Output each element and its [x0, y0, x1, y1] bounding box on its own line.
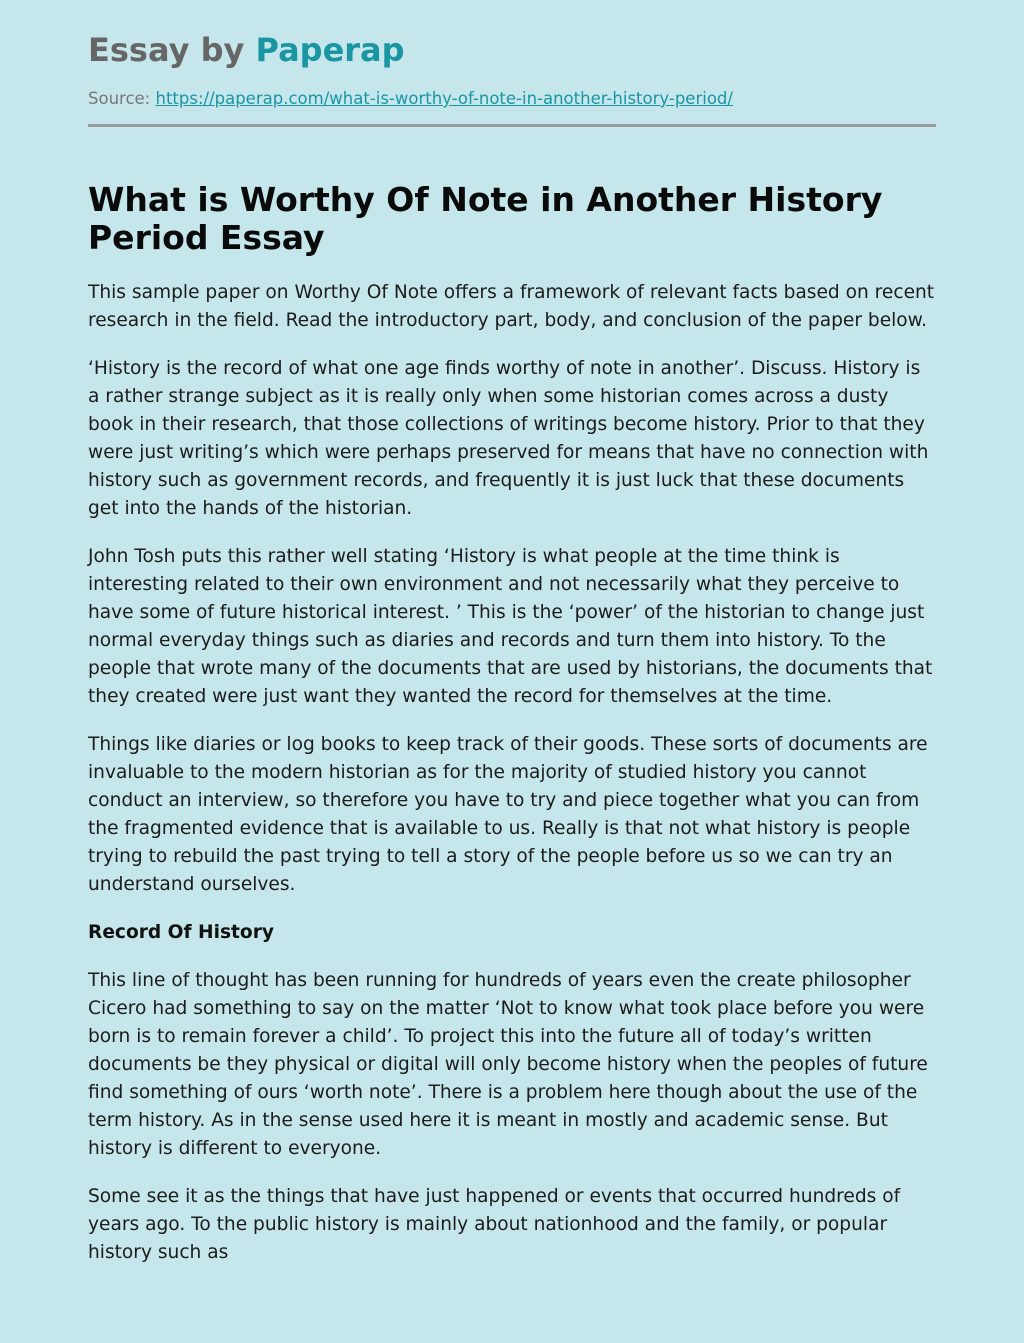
body-paragraph: Some see it as the things that have just happened or events that occurred hundreds of years ago. To the public history is mainly about nationhood and the family, or popular history such as: [88, 1186, 901, 1263]
intro-paragraph: This sample paper on Worthy Of Note offers a framework of relevant facts based on recent research in the field. Read the introductory part, body, and conclusion of the paper below.: [88, 282, 935, 331]
header-divider: [88, 124, 936, 127]
source-line: [88, 88, 733, 110]
body-paragraph: Things like diaries or log books to keep track of their goods. These sorts of documents are invaluable to the modern historian as for the majority of studied history you cannot conduct an interview, so therefore you have to try and piece together what you can from the fragmented evidence that is available to us. Really is that not what history is people trying to rebuild the past trying to tell a story of the people before us so we can try an understand ourselves.: [88, 734, 928, 895]
brand-name: Paperap: [255, 31, 405, 69]
body-paragraph: ‘History is the record of what one age finds worthy of note in another’. Discuss. History is a rather strange subject as it is really only when some historian comes across a dusty book in their research, that those collections of writings become history. Prior to that they were just writing’s which were perhaps preserved for means that have no connection with history such as government records, and frequently it is just luck that these documents get into the hands of the historian.: [88, 358, 929, 519]
site-brand[interactable]: [88, 30, 405, 70]
section-heading: Record Of History: [88, 922, 275, 943]
essay-title: What is Worthy Of Note in Another History Period Essay: [88, 180, 883, 257]
body-paragraph: John Tosh puts this rather well stating ‘History is what people at the time think is interesting related to their own environment and not necessarily what they perceive to have some of future historical interest. ’ This is the ‘power’ of the historian to change just normal everyday things such as diaries and records and turn them into history. To the people that wrote many of the documents that are used by historians, the documents that they created were just want they wanted the record for themselves at the time.: [88, 546, 933, 707]
essay-body: [88, 279, 936, 1287]
source-link[interactable]: https://paperap.com/what-is-worthy-of-note-in-another-history-period/: [155, 89, 733, 108]
brand-prefix: Essay by: [88, 31, 256, 69]
body-paragraph: This line of thought has been running for hundreds of years even the create philosopher Cicero had something to say on the matter ‘Not to know what took place before you were born is to remain forever a child’. To project this into the future all of today’s written documents be they physical or digital will only become history when the peoples of future find something of ours ‘worth note’. There is a problem here though about the use of the term history. As in the sense used here it is meant in mostly and academic sense. But history is different to everyone.: [88, 970, 928, 1159]
source-label: Source:: [88, 89, 151, 108]
